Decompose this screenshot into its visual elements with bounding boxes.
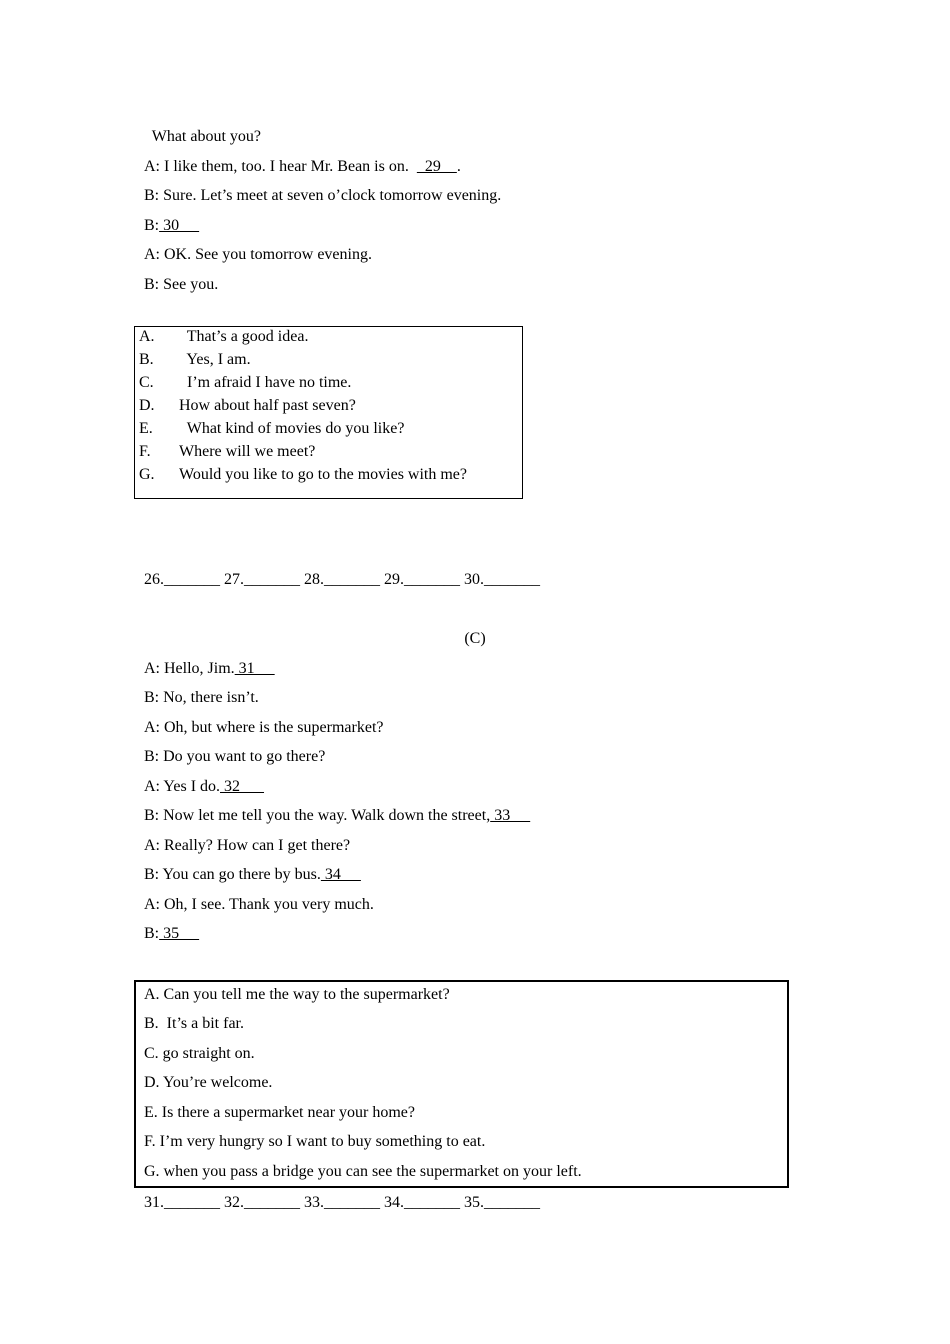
option-item: C. I’m afraid I have no time.: [139, 374, 352, 391]
dialogue-line: A: Oh, but where is the supermarket?: [144, 719, 384, 736]
option-item: A. That’s a good idea.: [139, 328, 309, 345]
dialogue-line: A: I like them, too. I hear Mr. Bean is on. 29 .: [144, 158, 461, 175]
option-item: B. It’s a bit far.: [144, 1015, 244, 1032]
answer-blank-33[interactable]: 33: [490, 807, 531, 824]
answer-blank-29[interactable]: 29: [416, 158, 457, 175]
options-box-c: [134, 980, 789, 1188]
answer-blank-32[interactable]: 32: [220, 778, 265, 795]
dialogue-line: A: Yes I do. 32: [144, 778, 265, 795]
dialogue-line: B: See you.: [144, 276, 219, 293]
dialogue-line: B: Sure. Let’s meet at seven o’clock tomorrow evening.: [144, 187, 502, 204]
option-item: G. when you pass a bridge you can see the supermarket on your left.: [144, 1163, 582, 1180]
dialogue-line: B: 30: [144, 217, 200, 234]
answer-blank-30[interactable]: 30: [159, 217, 200, 234]
option-item: E. Is there a supermarket near your home?: [144, 1104, 415, 1121]
dialogue-line: B: Now let me tell you the way. Walk down the street, 33: [144, 807, 531, 824]
option-item: D. How about half past seven?: [139, 397, 356, 414]
answer-blank-34[interactable]: 34: [320, 866, 361, 883]
dialogue-line: What about you?: [144, 128, 262, 145]
option-item: A. Can you tell me the way to the supermarket?: [144, 986, 450, 1003]
dialogue-line: B: No, there isn’t.: [144, 689, 259, 706]
option-item: E. What kind of movies do you like?: [139, 420, 405, 437]
section-title-c: (C): [464, 630, 486, 647]
answer-line-b[interactable]: 26._______ 27._______ 28._______ 29._______ 30._______: [144, 571, 540, 588]
dialogue-line: A: Oh, I see. Thank you very much.: [144, 896, 374, 913]
options-box-b: [134, 326, 523, 499]
option-item: F. I’m very hungry so I want to buy something to eat.: [144, 1133, 486, 1150]
dialogue-line: A: Hello, Jim. 31: [144, 660, 275, 677]
option-item: D. You’re welcome.: [144, 1074, 273, 1091]
dialogue-line: B: Do you want to go there?: [144, 748, 326, 765]
dialogue-line: A: OK. See you tomorrow evening.: [144, 246, 372, 263]
option-item: G. Would you like to go to the movies with me?: [139, 466, 468, 483]
dialogue-line: A: Really? How can I get there?: [144, 837, 351, 854]
option-item: C. go straight on.: [144, 1045, 255, 1062]
dialogue-line: B: You can go there by bus. 34: [144, 866, 361, 883]
option-item: B. Yes, I am.: [139, 351, 251, 368]
answer-blank-31[interactable]: 31: [234, 660, 275, 677]
answer-line-c[interactable]: 31._______ 32._______ 33._______ 34._______ 35._______: [144, 1194, 540, 1211]
option-item: F. Where will we meet?: [139, 443, 316, 460]
answer-blank-35[interactable]: 35: [159, 925, 200, 942]
dialogue-line: B: 35: [144, 925, 200, 942]
